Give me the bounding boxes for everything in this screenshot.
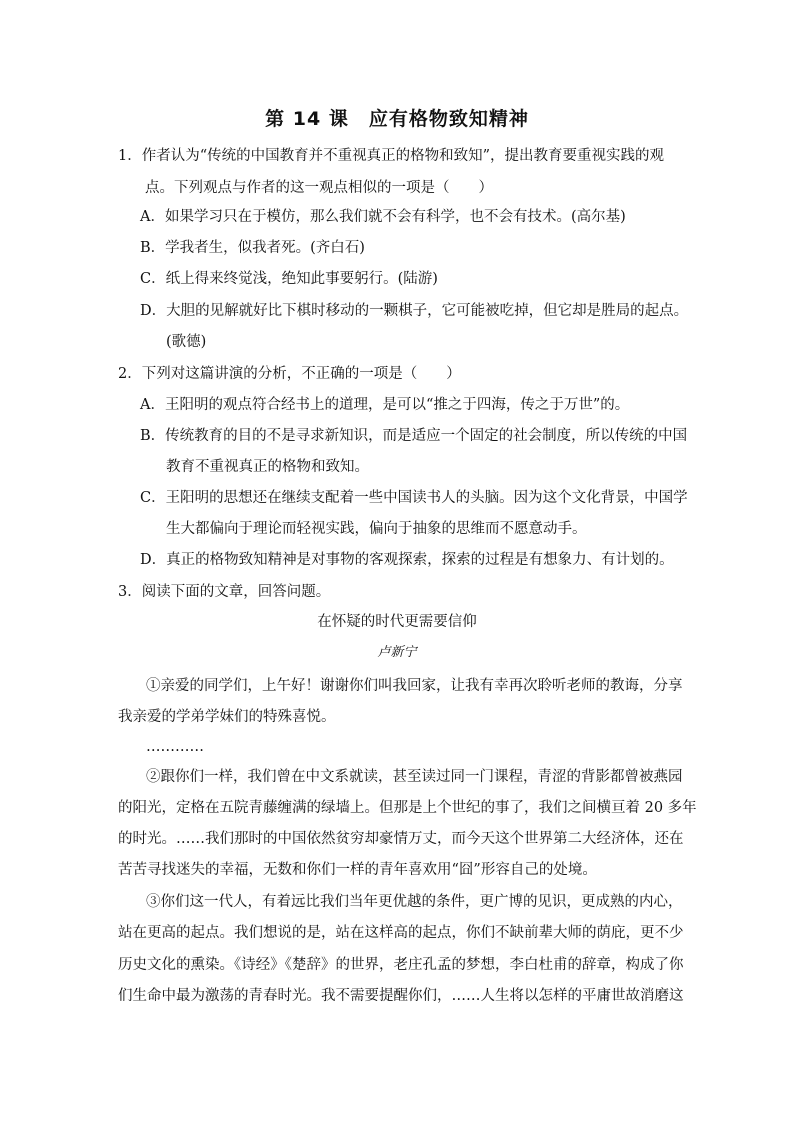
paragraph-2-line-2: 的阳光，定格在五院青藤缠满的绿墙上。但那是上个世纪的事了，我们之间横亘着 20 多年	[118, 800, 697, 816]
question-1-option-d: D．大胆的见解就好比下棋时移动的一颗棋子，它可能被吃掉，但它却是胜局的起点。	[140, 303, 689, 319]
question-3-stem: 3．阅读下面的文章，回答问题。	[118, 584, 331, 600]
question-1-stem: 1．作者认为“传统的中国教育并不重视真正的格物和致知”，提出教育要重视实践的观	[118, 148, 665, 164]
paragraph-2-line-3: 的时光。……我们那时的中国依然贫穷却豪情万丈，而今天这个世界第二大经济体，还在	[118, 831, 684, 847]
question-2-option-b-cont: 教育不重视真正的格物和致知。	[166, 459, 369, 475]
question-1-option-b: B．学我者生，似我者死。(齐白石)	[140, 240, 365, 256]
question-2-option-a: A．王阳明的观点符合经书上的道理，是可以“推之于四海，传之于万世”的。	[140, 397, 630, 413]
paragraph-3-line-4: 们生命中最为激荡的青春时光。我不需要提醒你们，……人生将以怎样的平庸世故消磨这	[118, 988, 684, 1004]
article-author: 卢新宁	[377, 645, 417, 660]
paragraph-1-line-1: ①亲爱的同学们，上午好！谢谢你们叫我回家，让我有幸再次聆听老师的教诲，分享	[146, 678, 683, 694]
question-1-option-a: A．如果学习只在于模仿，那么我们就不会有科学，也不会有技术。(高尔基)	[140, 209, 626, 225]
question-1-option-c: C．纸上得来终觉浅，绝知此事要躬行。(陆游)	[140, 271, 438, 287]
paragraph-3-line-1: ③你们这一代人，有着远比我们当年更优越的条件，更广博的见识，更成熟的内心，	[146, 894, 683, 910]
paragraph-1-line-2: 我亲爱的学弟学妹们的特殊喜悦。	[118, 709, 336, 725]
question-2-option-c: C．王阳明的思想还在继续支配着一些中国读书人的头脑。因为这个文化背景，中国学	[140, 490, 688, 506]
question-1-stem-cont: 点。下列观点与作者的这一观点相似的一项是（ ）	[145, 180, 493, 196]
ellipsis-line: …………	[146, 739, 204, 755]
question-1-option-d-cont: (歌德)	[166, 334, 207, 350]
paragraph-3-line-3: 历史文化的熏染。《诗经》《楚辞》的世界，老庄孔孟的梦想，李白杜甫的辞章，构成了你	[118, 957, 684, 973]
paragraph-2-line-4: 苦苦寻找迷失的幸福，无数和你们一样的青年喜欢用“囧”形容自己的处境。	[118, 862, 597, 878]
page-title: 第 14 课 应有格物致知精神	[265, 108, 529, 130]
article-title: 在怀疑的时代更需要信仰	[317, 614, 477, 630]
paragraph-2-line-1: ②跟你们一样，我们曾在中文系就读，甚至读过同一门课程，青涩的背影都曾被燕园	[146, 769, 683, 785]
question-2-option-c-cont: 生大都偏向于理论而轻视实践，偏向于抽象的思维而不愿意动手。	[166, 521, 587, 537]
paragraph-3-line-2: 站在更高的起点。我们想说的是，站在这样高的起点，你们不缺前辈大师的荫庇，更不少	[118, 925, 684, 941]
question-2-option-d: D．真正的格物致知精神是对事物的客观探索，探索的过程是有想象力、有计划的。	[140, 552, 674, 568]
question-2-stem: 2．下列对这篇讲演的分析，不正确的一项是（ ）	[118, 366, 461, 382]
question-2-option-b: B．传统教育的目的不是寻求新知识，而是适应一个固定的社会制度，所以传统的中国	[140, 428, 688, 444]
